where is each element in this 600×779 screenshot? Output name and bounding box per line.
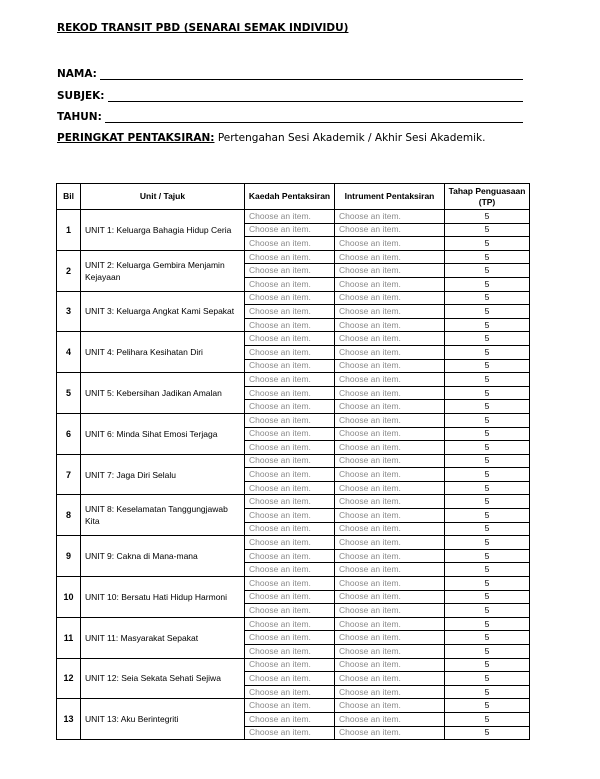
header-kaedah: Kaedah Pentaksiran (245, 184, 335, 210)
instrument-dropdown[interactable]: Choose an item. (335, 237, 445, 251)
kaedah-dropdown[interactable]: Choose an item. (245, 658, 335, 672)
unit-title: UNIT 6: Minda Sihat Emosi Terjaga (81, 413, 245, 454)
checklist-table (56, 183, 530, 740)
tp-value[interactable]: 5 (445, 672, 530, 686)
nama-field (57, 66, 523, 80)
tp-value[interactable]: 5 (445, 332, 530, 346)
instrument-dropdown[interactable]: Choose an item. (335, 277, 445, 291)
table-row (57, 210, 530, 224)
kaedah-dropdown[interactable]: Choose an item. (245, 441, 335, 455)
tp-value[interactable]: 5 (445, 359, 530, 373)
unit-number: 12 (57, 658, 81, 699)
kaedah-dropdown[interactable]: Choose an item. (245, 481, 335, 495)
kaedah-dropdown[interactable]: Choose an item. (245, 604, 335, 618)
unit-title: UNIT 7: Jaga Diri Selalu (81, 454, 245, 495)
kaedah-dropdown[interactable]: Choose an item. (245, 291, 335, 305)
kaedah-dropdown[interactable]: Choose an item. (245, 400, 335, 414)
tp-value[interactable]: 5 (445, 617, 530, 631)
table-row (57, 658, 530, 672)
unit-title: UNIT 2: Keluarga Gembira Menjamin Kejayaan (81, 250, 245, 291)
tp-value[interactable]: 5 (445, 726, 530, 740)
instrument-dropdown[interactable]: Choose an item. (335, 210, 445, 224)
instrument-dropdown[interactable]: Choose an item. (335, 699, 445, 713)
kaedah-dropdown[interactable]: Choose an item. (245, 590, 335, 604)
unit-title: UNIT 8: Keselamatan Tanggungjawab Kita (81, 495, 245, 536)
tp-value[interactable]: 5 (445, 413, 530, 427)
tahun-input-line[interactable] (105, 110, 523, 123)
unit-number: 8 (57, 495, 81, 536)
instrument-dropdown[interactable]: Choose an item. (335, 250, 445, 264)
table-row (57, 332, 530, 346)
tp-value[interactable]: 5 (445, 631, 530, 645)
kaedah-dropdown[interactable]: Choose an item. (245, 332, 335, 346)
kaedah-dropdown[interactable]: Choose an item. (245, 617, 335, 631)
table-row (57, 577, 530, 591)
kaedah-dropdown[interactable]: Choose an item. (245, 264, 335, 278)
table-row (57, 495, 530, 509)
instrument-dropdown[interactable]: Choose an item. (335, 264, 445, 278)
table-row (57, 617, 530, 631)
tp-value[interactable]: 5 (445, 509, 530, 523)
table-row (57, 536, 530, 550)
tp-value[interactable]: 5 (445, 264, 530, 278)
header-bil: Bil (57, 184, 81, 210)
table-row (57, 454, 530, 468)
tp-value[interactable]: 5 (445, 468, 530, 482)
instrument-dropdown[interactable]: Choose an item. (335, 509, 445, 523)
instrument-dropdown[interactable]: Choose an item. (335, 454, 445, 468)
instrument-dropdown[interactable]: Choose an item. (335, 481, 445, 495)
instrument-dropdown[interactable]: Choose an item. (335, 291, 445, 305)
table-body (57, 210, 530, 740)
kaedah-dropdown[interactable]: Choose an item. (245, 427, 335, 441)
kaedah-dropdown[interactable]: Choose an item. (245, 305, 335, 319)
instrument-dropdown[interactable]: Choose an item. (335, 563, 445, 577)
table-row (57, 291, 530, 305)
kaedah-dropdown[interactable]: Choose an item. (245, 223, 335, 237)
tp-value[interactable]: 5 (445, 386, 530, 400)
subjek-input-line[interactable] (108, 89, 523, 102)
instrument-dropdown[interactable]: Choose an item. (335, 373, 445, 387)
tahun-label: TAHUN: (57, 111, 102, 123)
assessment-level-value: Pertengahan Sesi Akademik / Akhir Sesi Akademik. (217, 132, 486, 144)
instrument-dropdown[interactable]: Choose an item. (335, 223, 445, 237)
tp-value[interactable]: 5 (445, 645, 530, 659)
kaedah-dropdown[interactable]: Choose an item. (245, 645, 335, 659)
tp-value[interactable]: 5 (445, 563, 530, 577)
instrument-dropdown[interactable]: Choose an item. (335, 685, 445, 699)
assessment-level-label: PERINGKAT PENTAKSIRAN: (57, 132, 215, 144)
tahun-field (57, 109, 523, 123)
subjek-field (57, 88, 523, 102)
tp-value[interactable]: 5 (445, 400, 530, 414)
tp-value[interactable]: 5 (445, 590, 530, 604)
unit-title: UNIT 13: Aku Berintegriti (81, 699, 245, 740)
instrument-dropdown[interactable]: Choose an item. (335, 413, 445, 427)
kaedah-dropdown[interactable]: Choose an item. (245, 277, 335, 291)
tp-value[interactable]: 5 (445, 210, 530, 224)
instrument-dropdown[interactable]: Choose an item. (335, 441, 445, 455)
unit-title: UNIT 10: Bersatu Hati Hidup Harmoni (81, 577, 245, 618)
unit-number: 10 (57, 577, 81, 618)
tp-value[interactable]: 5 (445, 577, 530, 591)
document-title: REKOD TRANSIT PBD (SENARAI SEMAK INDIVIDU) (57, 22, 349, 34)
tp-value[interactable]: 5 (445, 536, 530, 550)
kaedah-dropdown[interactable]: Choose an item. (245, 577, 335, 591)
table-row (57, 699, 530, 713)
kaedah-dropdown[interactable]: Choose an item. (245, 522, 335, 536)
tp-value[interactable]: 5 (445, 427, 530, 441)
tp-value[interactable]: 5 (445, 441, 530, 455)
instrument-dropdown[interactable]: Choose an item. (335, 427, 445, 441)
kaedah-dropdown[interactable]: Choose an item. (245, 672, 335, 686)
tp-value[interactable]: 5 (445, 549, 530, 563)
kaedah-dropdown[interactable]: Choose an item. (245, 373, 335, 387)
kaedah-dropdown[interactable]: Choose an item. (245, 318, 335, 332)
instrument-dropdown[interactable]: Choose an item. (335, 549, 445, 563)
unit-number: 13 (57, 699, 81, 740)
kaedah-dropdown[interactable]: Choose an item. (245, 509, 335, 523)
tp-value[interactable]: 5 (445, 604, 530, 618)
instrument-dropdown[interactable]: Choose an item. (335, 672, 445, 686)
unit-number: 2 (57, 250, 81, 291)
kaedah-dropdown[interactable]: Choose an item. (245, 563, 335, 577)
instrument-dropdown[interactable]: Choose an item. (335, 318, 445, 332)
tp-value[interactable]: 5 (445, 658, 530, 672)
instrument-dropdown[interactable]: Choose an item. (335, 305, 445, 319)
unit-title: UNIT 4: Pelihara Kesihatan Diri (81, 332, 245, 373)
kaedah-dropdown[interactable]: Choose an item. (245, 699, 335, 713)
unit-title: UNIT 5: Kebersihan Jadikan Amalan (81, 373, 245, 414)
tp-value[interactable]: 5 (445, 223, 530, 237)
unit-title: UNIT 3: Keluarga Angkat Kami Sepakat (81, 291, 245, 332)
tp-value[interactable]: 5 (445, 345, 530, 359)
header-instrument: Intrument Pentaksiran (335, 184, 445, 210)
unit-title: UNIT 1: Keluarga Bahagia Hidup Ceria (81, 210, 245, 251)
unit-title: UNIT 12: Seia Sekata Sehati Sejiwa (81, 658, 245, 699)
unit-number: 4 (57, 332, 81, 373)
kaedah-dropdown[interactable]: Choose an item. (245, 345, 335, 359)
unit-number: 11 (57, 617, 81, 658)
kaedah-dropdown[interactable]: Choose an item. (245, 685, 335, 699)
unit-number: 7 (57, 454, 81, 495)
table-row (57, 413, 530, 427)
tp-value[interactable]: 5 (445, 318, 530, 332)
kaedah-dropdown[interactable]: Choose an item. (245, 495, 335, 509)
instrument-dropdown[interactable]: Choose an item. (335, 536, 445, 550)
kaedah-dropdown[interactable]: Choose an item. (245, 454, 335, 468)
tp-value[interactable]: 5 (445, 277, 530, 291)
unit-number: 9 (57, 536, 81, 577)
instrument-dropdown[interactable]: Choose an item. (335, 359, 445, 373)
instrument-dropdown[interactable]: Choose an item. (335, 658, 445, 672)
table-row (57, 250, 530, 264)
kaedah-dropdown[interactable]: Choose an item. (245, 386, 335, 400)
tp-value[interactable]: 5 (445, 685, 530, 699)
kaedah-dropdown[interactable]: Choose an item. (245, 549, 335, 563)
instrument-dropdown[interactable]: Choose an item. (335, 712, 445, 726)
instrument-dropdown[interactable]: Choose an item. (335, 590, 445, 604)
tp-value[interactable]: 5 (445, 699, 530, 713)
instrument-dropdown[interactable]: Choose an item. (335, 332, 445, 346)
tp-value[interactable]: 5 (445, 522, 530, 536)
unit-number: 3 (57, 291, 81, 332)
kaedah-dropdown[interactable]: Choose an item. (245, 726, 335, 740)
kaedah-dropdown[interactable]: Choose an item. (245, 712, 335, 726)
instrument-dropdown[interactable]: Choose an item. (335, 345, 445, 359)
kaedah-dropdown[interactable]: Choose an item. (245, 359, 335, 373)
tp-value[interactable]: 5 (445, 481, 530, 495)
tp-value[interactable]: 5 (445, 712, 530, 726)
instrument-dropdown[interactable]: Choose an item. (335, 645, 445, 659)
tp-value[interactable]: 5 (445, 454, 530, 468)
nama-label: NAMA: (57, 68, 97, 80)
kaedah-dropdown[interactable]: Choose an item. (245, 631, 335, 645)
tp-value[interactable]: 5 (445, 250, 530, 264)
tp-value[interactable]: 5 (445, 373, 530, 387)
tp-value[interactable]: 5 (445, 305, 530, 319)
tp-value[interactable]: 5 (445, 237, 530, 251)
instrument-dropdown[interactable]: Choose an item. (335, 604, 445, 618)
kaedah-dropdown[interactable]: Choose an item. (245, 468, 335, 482)
kaedah-dropdown[interactable]: Choose an item. (245, 237, 335, 251)
instrument-dropdown[interactable]: Choose an item. (335, 468, 445, 482)
table-row (57, 373, 530, 387)
kaedah-dropdown[interactable]: Choose an item. (245, 536, 335, 550)
instrument-dropdown[interactable]: Choose an item. (335, 522, 445, 536)
assessment-level (57, 132, 485, 144)
instrument-dropdown[interactable]: Choose an item. (335, 726, 445, 740)
tp-value[interactable]: 5 (445, 495, 530, 509)
tp-value[interactable]: 5 (445, 291, 530, 305)
header-unit: Unit / Tajuk (81, 184, 245, 210)
unit-number: 6 (57, 413, 81, 454)
unit-number: 5 (57, 373, 81, 414)
instrument-dropdown[interactable]: Choose an item. (335, 386, 445, 400)
subjek-label: SUBJEK: (57, 90, 105, 102)
unit-title: UNIT 11: Masyarakat Sepakat (81, 617, 245, 658)
unit-title: UNIT 9: Cakna di Mana-mana (81, 536, 245, 577)
instrument-dropdown[interactable]: Choose an item. (335, 495, 445, 509)
instrument-dropdown[interactable]: Choose an item. (335, 577, 445, 591)
instrument-dropdown[interactable]: Choose an item. (335, 617, 445, 631)
kaedah-dropdown[interactable]: Choose an item. (245, 210, 335, 224)
unit-number: 1 (57, 210, 81, 251)
header-tp: Tahap Penguasaan (TP) (445, 184, 530, 210)
instrument-dropdown[interactable]: Choose an item. (335, 631, 445, 645)
kaedah-dropdown[interactable]: Choose an item. (245, 413, 335, 427)
nama-input-line[interactable] (100, 67, 523, 80)
instrument-dropdown[interactable]: Choose an item. (335, 400, 445, 414)
table-header-row (57, 184, 530, 210)
kaedah-dropdown[interactable]: Choose an item. (245, 250, 335, 264)
